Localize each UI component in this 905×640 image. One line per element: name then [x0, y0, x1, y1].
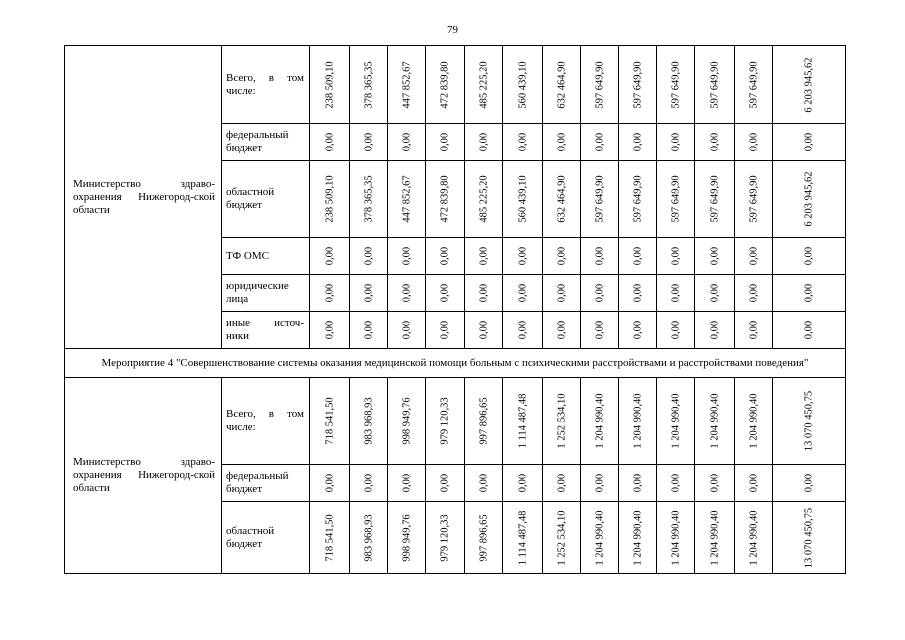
year-value-cell [581, 502, 619, 574]
year-value-cell [695, 378, 735, 465]
year-value: 378 365,35 [363, 60, 374, 109]
total-value: 6 203 945,62 [803, 56, 815, 113]
year-value-cell [735, 312, 773, 349]
total-value: 13 070 450,75 [803, 507, 815, 568]
year-value-cell [619, 378, 657, 465]
year-value-cell [695, 124, 735, 161]
year-value-cell [465, 465, 503, 502]
year-value: 0,00 [401, 320, 412, 340]
year-value-cell [465, 124, 503, 161]
year-value-cell [619, 238, 657, 275]
year-value-cell [503, 312, 543, 349]
total-value: 0,00 [803, 283, 815, 303]
year-value: 1 252 534,10 [556, 509, 567, 566]
year-value: 1 204 990,40 [670, 393, 681, 449]
year-value-cell [350, 378, 388, 465]
table-row [65, 378, 846, 465]
total-value: 0,00 [803, 246, 815, 266]
year-value: 0,00 [670, 246, 681, 266]
year-value-cell [735, 465, 773, 502]
year-value-cell [426, 465, 465, 502]
year-value: 597 649,90 [632, 175, 643, 223]
year-value: 0,00 [709, 132, 720, 152]
year-value-cell [581, 46, 619, 124]
year-value: 238 509,10 [324, 175, 335, 223]
year-value: 0,00 [478, 473, 489, 493]
year-value-cell [543, 124, 581, 161]
year-value: 597 649,90 [670, 175, 681, 223]
year-value: 0,00 [363, 320, 374, 340]
year-value: 0,00 [517, 132, 528, 152]
year-value-cell [310, 46, 350, 124]
year-value: 979 120,33 [439, 513, 451, 562]
year-value-cell [426, 502, 465, 574]
year-value: 0,00 [670, 473, 681, 493]
year-value-cell [543, 238, 581, 275]
year-value: 997 896,65 [478, 513, 489, 562]
year-value-cell [426, 378, 465, 465]
year-value-cell [388, 465, 426, 502]
total-value: 6 203 945,62 [803, 171, 815, 227]
year-value: 0,00 [748, 320, 759, 340]
year-value: 983 968,93 [363, 397, 374, 445]
year-value: 0,00 [439, 246, 451, 266]
year-value-cell [619, 502, 657, 574]
activity-row [65, 349, 846, 378]
year-value: 0,00 [748, 283, 759, 303]
year-value: 0,00 [324, 246, 335, 266]
year-value: 0,00 [439, 320, 451, 340]
funding-source-label: областной бюджет [222, 161, 310, 238]
year-value-cell [581, 312, 619, 349]
year-value-cell [350, 238, 388, 275]
year-value-cell [388, 238, 426, 275]
year-value-cell [310, 378, 350, 465]
activity-title: Мероприятие 4 "Совершенствование системы оказания медицинской помощи больным с психическими расстройствами и расстройствами поведения" [65, 349, 846, 378]
year-value-cell [735, 161, 773, 238]
year-value: 0,00 [748, 246, 759, 266]
year-value: 597 649,90 [709, 60, 720, 109]
year-value: 0,00 [517, 283, 528, 303]
year-value: 597 649,90 [632, 60, 643, 109]
year-value-cell [426, 124, 465, 161]
year-value-cell [657, 124, 695, 161]
funding-source-label: юридические лица [222, 275, 310, 312]
year-value-cell [388, 124, 426, 161]
year-value: 485 225,20 [478, 175, 489, 223]
year-value-cell [465, 378, 503, 465]
year-value-cell [503, 465, 543, 502]
year-value-cell [350, 312, 388, 349]
year-value-cell [350, 465, 388, 502]
year-value-cell [735, 275, 773, 312]
year-value: 0,00 [324, 283, 335, 303]
total-value-cell [773, 46, 846, 124]
funding-source-label: иные источ-ники [222, 312, 310, 349]
year-value-cell [310, 238, 350, 275]
year-value-cell [465, 275, 503, 312]
year-value-cell [310, 161, 350, 238]
year-value: 0,00 [632, 473, 643, 493]
year-value-cell [503, 378, 543, 465]
year-value-cell [581, 465, 619, 502]
year-value: 447 852,67 [401, 60, 412, 109]
year-value: 0,00 [401, 473, 412, 493]
year-value-cell [503, 124, 543, 161]
year-value-cell [735, 378, 773, 465]
year-value: 1 204 990,40 [709, 509, 720, 566]
year-value: 998 949,76 [401, 513, 412, 562]
year-value-cell [465, 161, 503, 238]
year-value-cell [619, 46, 657, 124]
year-value-cell [695, 465, 735, 502]
year-value: 997 896,65 [478, 397, 489, 445]
year-value: 632 464,90 [556, 60, 567, 109]
year-value-cell [503, 238, 543, 275]
year-value: 472 839,80 [439, 175, 451, 223]
year-value-cell [695, 46, 735, 124]
year-value-cell [388, 275, 426, 312]
year-value-cell [619, 275, 657, 312]
year-value-cell [465, 46, 503, 124]
year-value: 378 365,35 [363, 175, 374, 223]
year-value-cell [426, 312, 465, 349]
table-row [65, 46, 846, 124]
year-value: 485 225,20 [478, 60, 489, 109]
year-value: 560 439,10 [517, 175, 528, 223]
year-value: 0,00 [594, 320, 605, 340]
year-value: 0,00 [594, 283, 605, 303]
year-value: 0,00 [363, 246, 374, 266]
year-value: 0,00 [632, 132, 643, 152]
year-value-cell [350, 502, 388, 574]
year-value-cell [695, 161, 735, 238]
year-value: 0,00 [556, 132, 567, 152]
year-value: 0,00 [478, 132, 489, 152]
year-value: 472 839,80 [439, 60, 451, 109]
year-value-cell [310, 124, 350, 161]
funding-source-label: ТФ ОМС [222, 238, 310, 275]
year-value: 0,00 [401, 283, 412, 303]
year-value: 0,00 [324, 320, 335, 340]
year-value-cell [735, 124, 773, 161]
year-value-cell [695, 238, 735, 275]
year-value-cell [350, 46, 388, 124]
year-value-cell [388, 312, 426, 349]
total-value-cell [773, 275, 846, 312]
year-value: 597 649,90 [709, 175, 720, 223]
year-value: 1 204 990,40 [748, 509, 759, 566]
year-value: 0,00 [324, 473, 335, 493]
year-value: 1 114 487,48 [517, 510, 528, 565]
year-value-cell [581, 161, 619, 238]
year-value: 632 464,90 [556, 175, 567, 223]
funding-source-label: федеральный бюджет [222, 465, 310, 502]
year-value: 238 509,10 [324, 60, 335, 109]
year-value: 597 649,90 [748, 175, 759, 223]
year-value-cell [543, 502, 581, 574]
year-value-cell [426, 238, 465, 275]
page-number: 79 [447, 24, 458, 36]
year-value: 1 204 990,40 [632, 393, 643, 449]
year-value-cell [657, 46, 695, 124]
year-value-cell [619, 465, 657, 502]
total-value-cell [773, 238, 846, 275]
organization-cell: Министерство здраво-охранения Нижегород-ской области [65, 46, 222, 349]
year-value: 0,00 [632, 320, 643, 340]
year-value: 0,00 [709, 283, 720, 303]
year-value: 983 968,93 [363, 513, 374, 562]
year-value-cell [388, 161, 426, 238]
year-value-cell [657, 161, 695, 238]
year-value: 0,00 [709, 320, 720, 340]
year-value-cell [310, 312, 350, 349]
year-value: 0,00 [632, 246, 643, 266]
year-value: 0,00 [439, 283, 451, 303]
total-value-cell [773, 312, 846, 349]
total-value: 0,00 [803, 320, 815, 340]
year-value: 0,00 [401, 132, 412, 152]
year-value: 0,00 [709, 246, 720, 266]
year-value-cell [350, 161, 388, 238]
year-value: 0,00 [556, 246, 567, 266]
year-value-cell [350, 275, 388, 312]
budget-table [64, 45, 846, 574]
year-value-cell [310, 502, 350, 574]
total-value-cell [773, 124, 846, 161]
year-value: 1 252 534,10 [556, 393, 567, 449]
total-value-cell [773, 465, 846, 502]
funding-source-label: Всего, в том числе: [222, 46, 310, 124]
year-value: 998 949,76 [401, 397, 412, 445]
year-value: 0,00 [670, 132, 681, 152]
year-value: 597 649,90 [748, 60, 759, 109]
year-value-cell [581, 238, 619, 275]
year-value-cell [350, 124, 388, 161]
year-value-cell [657, 465, 695, 502]
year-value: 0,00 [556, 283, 567, 303]
year-value-cell [581, 124, 619, 161]
year-value: 560 439,10 [517, 60, 528, 109]
year-value-cell [581, 378, 619, 465]
year-value: 0,00 [363, 473, 374, 493]
year-value-cell [310, 465, 350, 502]
year-value: 0,00 [363, 283, 374, 303]
total-value: 0,00 [803, 132, 815, 152]
year-value: 0,00 [748, 132, 759, 152]
total-value-cell [773, 502, 846, 574]
funding-source-label: федеральный бюджет [222, 124, 310, 161]
year-value: 0,00 [670, 283, 681, 303]
year-value-cell [426, 46, 465, 124]
year-value: 1 204 990,40 [594, 393, 605, 449]
year-value-cell [503, 161, 543, 238]
year-value-cell [619, 124, 657, 161]
year-value: 447 852,67 [401, 175, 412, 223]
year-value: 0,00 [517, 473, 528, 493]
year-value: 0,00 [670, 320, 681, 340]
year-value-cell [465, 238, 503, 275]
year-value: 0,00 [517, 320, 528, 340]
year-value-cell [465, 502, 503, 574]
year-value-cell [619, 312, 657, 349]
year-value-cell [543, 312, 581, 349]
year-value-cell [543, 161, 581, 238]
year-value: 1 204 990,40 [748, 393, 759, 449]
year-value-cell [543, 465, 581, 502]
year-value-cell [388, 46, 426, 124]
year-value-cell [735, 46, 773, 124]
year-value: 718 541,50 [324, 513, 335, 562]
year-value: 597 649,90 [594, 60, 605, 109]
year-value-cell [543, 46, 581, 124]
year-value-cell [581, 275, 619, 312]
year-value: 979 120,33 [439, 397, 451, 445]
year-value: 0,00 [324, 132, 335, 152]
total-value: 13 070 450,75 [803, 390, 815, 452]
total-value-cell [773, 161, 846, 238]
year-value: 0,00 [478, 320, 489, 340]
organization-cell: Министерство здраво-охранения Нижегород-ской области [65, 378, 222, 574]
year-value-cell [543, 275, 581, 312]
year-value-cell [619, 161, 657, 238]
year-value: 0,00 [594, 246, 605, 266]
year-value-cell [388, 378, 426, 465]
year-value-cell [426, 275, 465, 312]
year-value-cell [695, 312, 735, 349]
year-value: 1 204 990,40 [632, 509, 643, 566]
year-value: 0,00 [517, 246, 528, 266]
year-value: 0,00 [439, 132, 451, 152]
year-value: 0,00 [556, 473, 567, 493]
year-value: 1 204 990,40 [594, 509, 605, 566]
year-value-cell [735, 502, 773, 574]
year-value: 1 204 990,40 [670, 509, 681, 566]
year-value: 0,00 [748, 473, 759, 493]
year-value: 0,00 [556, 320, 567, 340]
year-value: 1 204 990,40 [709, 393, 720, 449]
year-value-cell [388, 502, 426, 574]
year-value-cell [465, 312, 503, 349]
year-value-cell [503, 275, 543, 312]
year-value: 0,00 [401, 246, 412, 266]
year-value: 718 541,50 [324, 397, 335, 445]
year-value-cell [657, 275, 695, 312]
year-value-cell [503, 46, 543, 124]
year-value-cell [503, 502, 543, 574]
year-value: 0,00 [363, 132, 374, 152]
year-value: 0,00 [439, 473, 451, 493]
funding-source-label: областной бюджет [222, 502, 310, 574]
year-value: 597 649,90 [594, 175, 605, 223]
year-value: 597 649,90 [670, 60, 681, 109]
year-value: 0,00 [632, 283, 643, 303]
year-value-cell [657, 238, 695, 275]
year-value: 0,00 [478, 283, 489, 303]
year-value-cell [426, 161, 465, 238]
year-value-cell [695, 502, 735, 574]
year-value: 0,00 [478, 246, 489, 266]
year-value-cell [310, 275, 350, 312]
year-value-cell [657, 378, 695, 465]
year-value-cell [543, 378, 581, 465]
year-value: 0,00 [594, 473, 605, 493]
funding-source-label: Всего, в том числе: [222, 378, 310, 465]
year-value-cell [657, 502, 695, 574]
total-value: 0,00 [803, 473, 815, 493]
year-value-cell [657, 312, 695, 349]
year-value: 0,00 [594, 132, 605, 152]
year-value: 0,00 [709, 473, 720, 493]
year-value-cell [735, 238, 773, 275]
total-value-cell [773, 378, 846, 465]
year-value: 1 114 487,48 [517, 393, 528, 449]
year-value-cell [695, 275, 735, 312]
